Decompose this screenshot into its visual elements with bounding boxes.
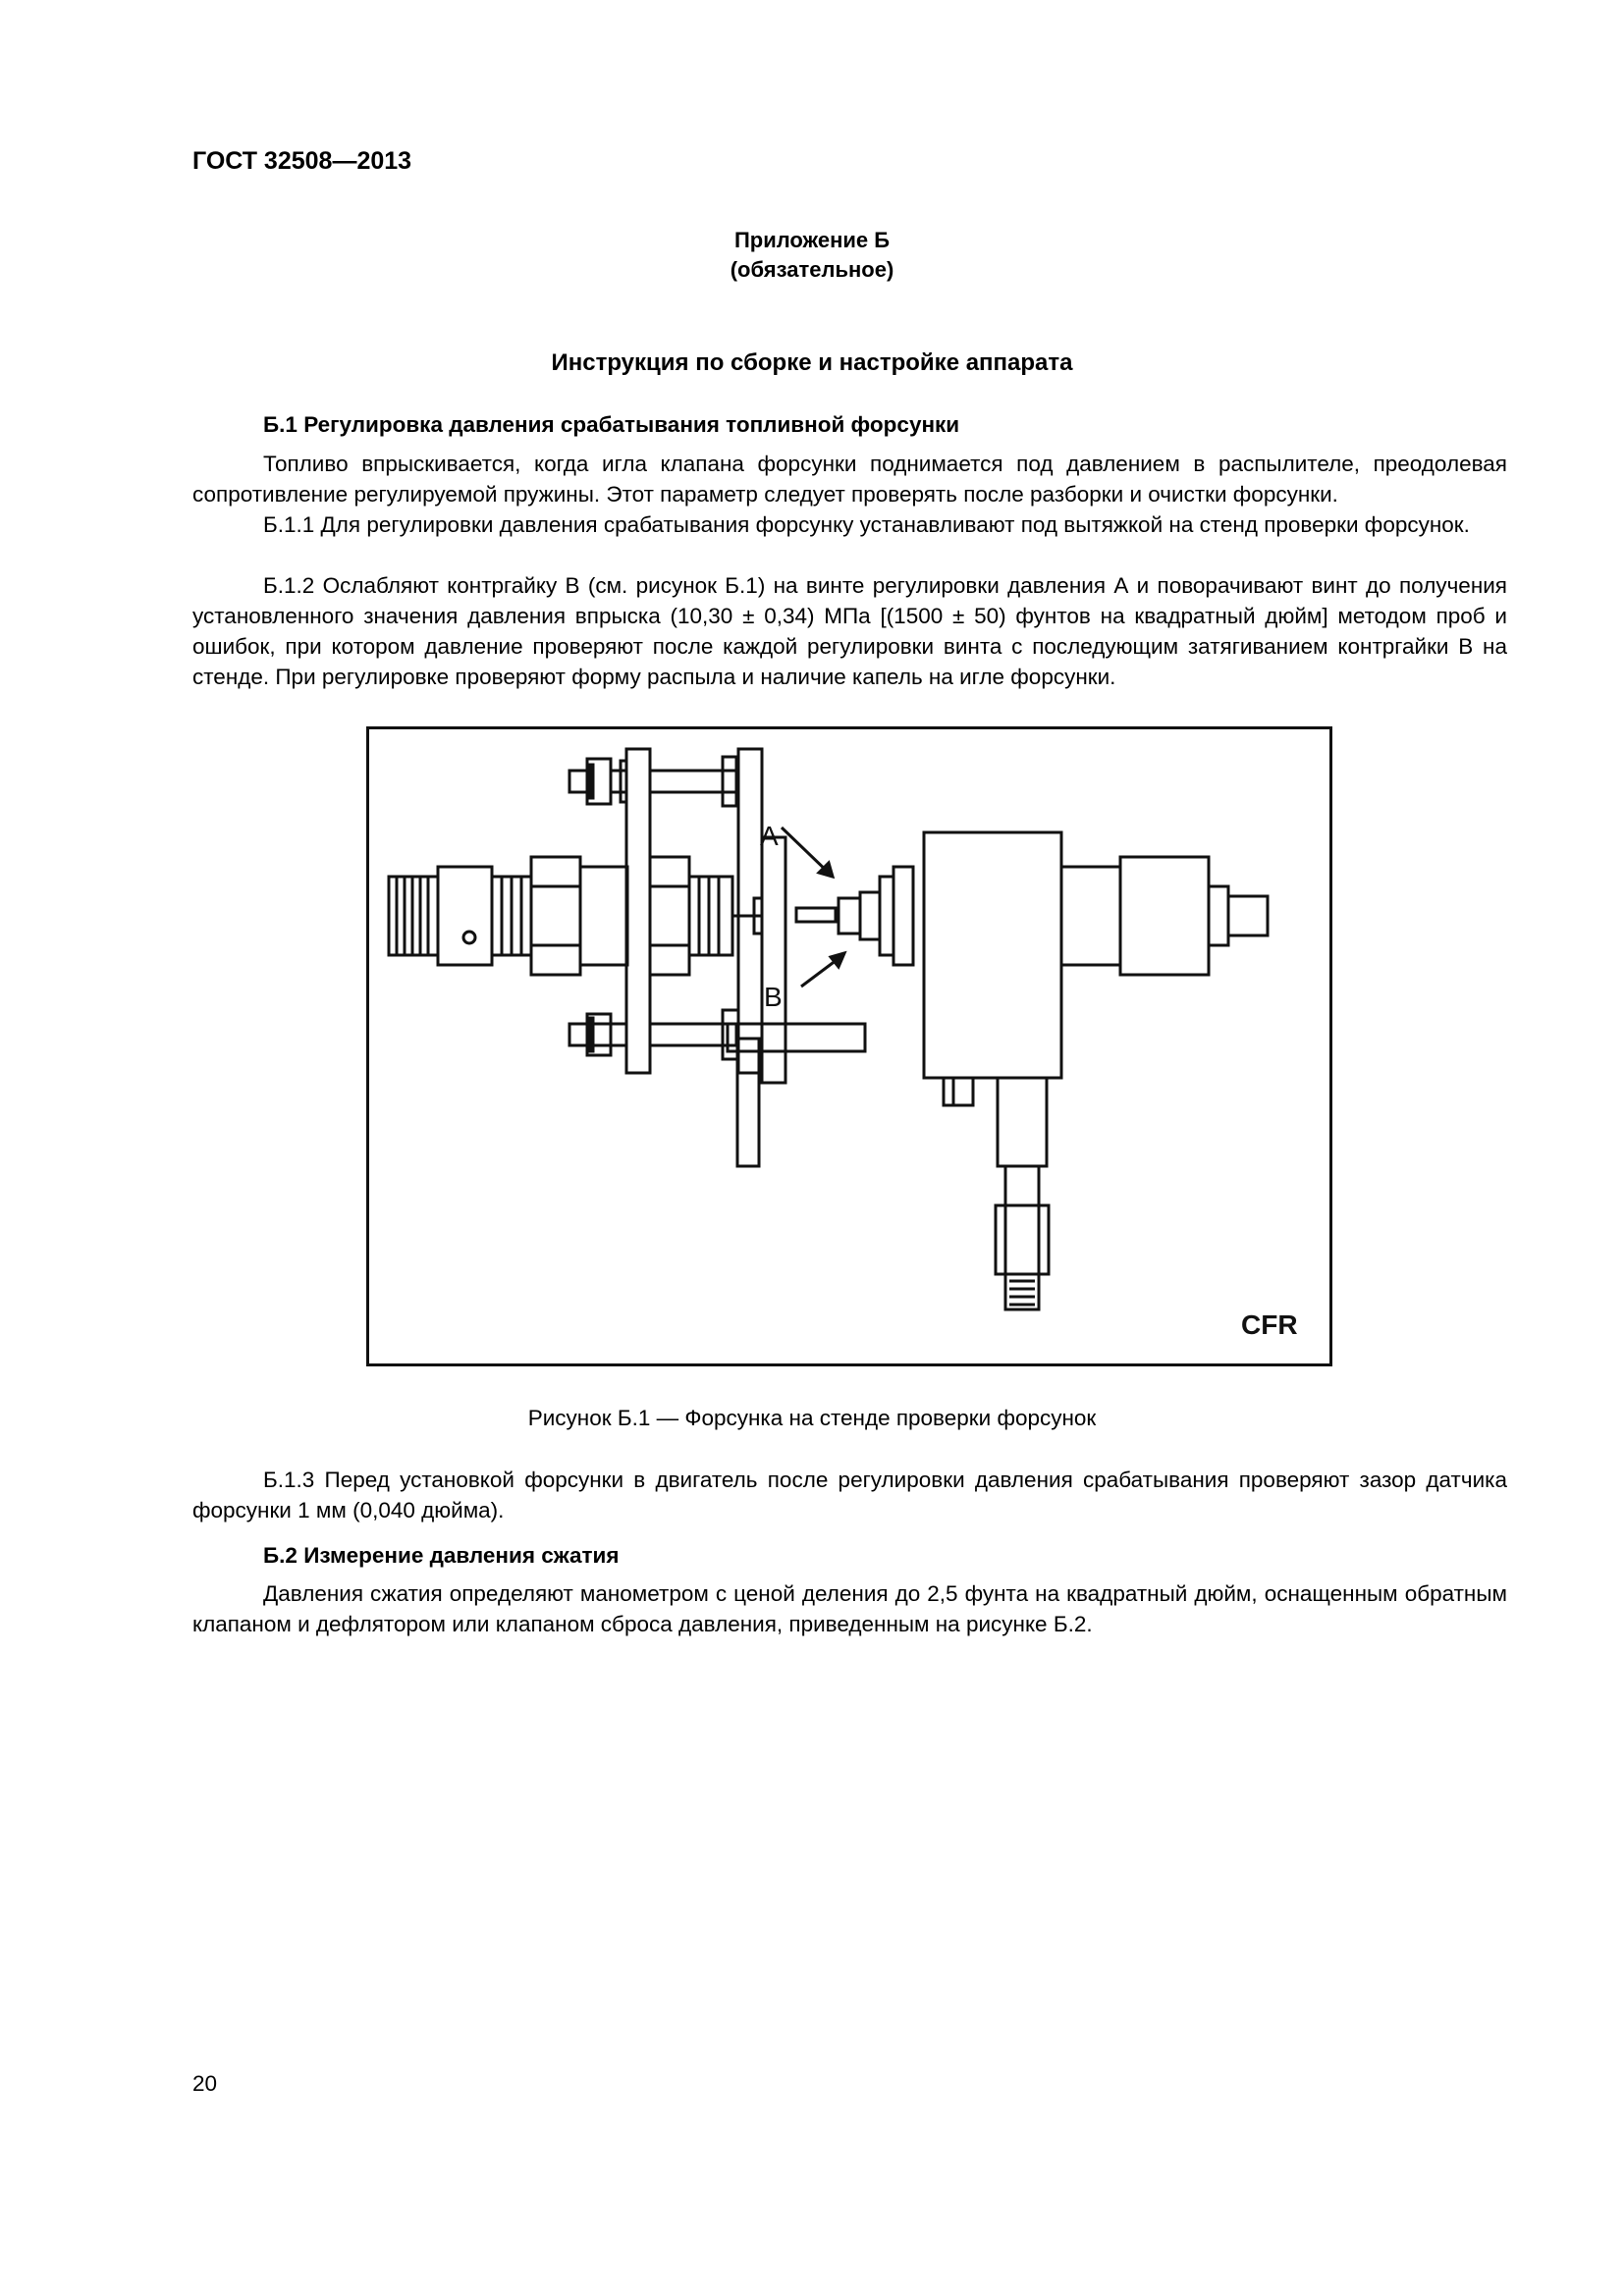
lock-nut xyxy=(839,898,860,934)
figure-caption: Рисунок Б.1 — Форсунка на стенде проверки форсунок xyxy=(527,1406,1097,1430)
paragraph xyxy=(192,1465,1507,1525)
paragraph-text: Топливо впрыскивается, когда игла клапана форсунки поднимается под давлением в распылителе, преодолевая сопротивление регулируемой пружины. Этот параметр следует проверять после разборки и очистки форсунки. xyxy=(192,452,1507,507)
paragraph xyxy=(192,449,1507,509)
paragraph xyxy=(192,1578,1507,1639)
label-b: B xyxy=(764,982,783,1012)
paragraph-text: Б.1.2 Ослабляют контргайку В (см. рисунок Б.1) на винте регулировки давления А и поворачивают винт до получения установленного значения давления впрыска (10,30 ± 0,34) МПа [(1500 ± 50) фунтов на квадратный дюйм] методом проб и ошибок, при котором давление проверяют после каждой регулировки винта с последующим затягиванием контргайки В на стенде. При регулировке проверяют форму распыла и наличие капель на игле форсунки. xyxy=(192,573,1507,689)
appendix-status: (обязательное) xyxy=(730,257,894,282)
section-b1-heading: Б.1 Регулировка давления срабатывания топливной форсунки xyxy=(263,412,960,437)
main-title: Инструкция по сборке и настройке аппарата xyxy=(551,349,1073,376)
injector-body xyxy=(924,832,1061,1078)
label-a: A xyxy=(760,821,779,851)
figure-b1 xyxy=(366,726,1332,1366)
paragraph-text: Б.1.1 Для регулировки давления срабатывания форсунку устанавливают под вытяжкой на стенд проверки форсунок. xyxy=(263,512,1470,537)
appendix-title: Приложение Б xyxy=(733,228,891,252)
paragraph xyxy=(192,509,1507,540)
paragraph xyxy=(192,570,1507,692)
left-plate xyxy=(626,749,650,1073)
section-b2-heading: Б.2 Измерение давления сжатия xyxy=(263,1543,620,1568)
document-header: ГОСТ 32508—2013 xyxy=(192,147,412,175)
cfr-mark: CFR xyxy=(1241,1309,1298,1340)
page-number: 20 xyxy=(192,2071,218,2096)
paragraph-text: Б.1.3 Перед установкой форсунки в двигатель после регулировки давления срабатывания проверяют зазор датчика форсунки 1 мм (0,040 дюйма). xyxy=(192,1468,1507,1522)
paragraph-text: Давления сжатия определяют манометром с ценой деления до 2,5 фунта на квадратный дюйм, оснащенным обратным клапаном и дефлятором или клапаном сброса давления, приведенным на рисунке Б.2. xyxy=(192,1581,1507,1636)
injector-drawing xyxy=(369,729,1329,1363)
